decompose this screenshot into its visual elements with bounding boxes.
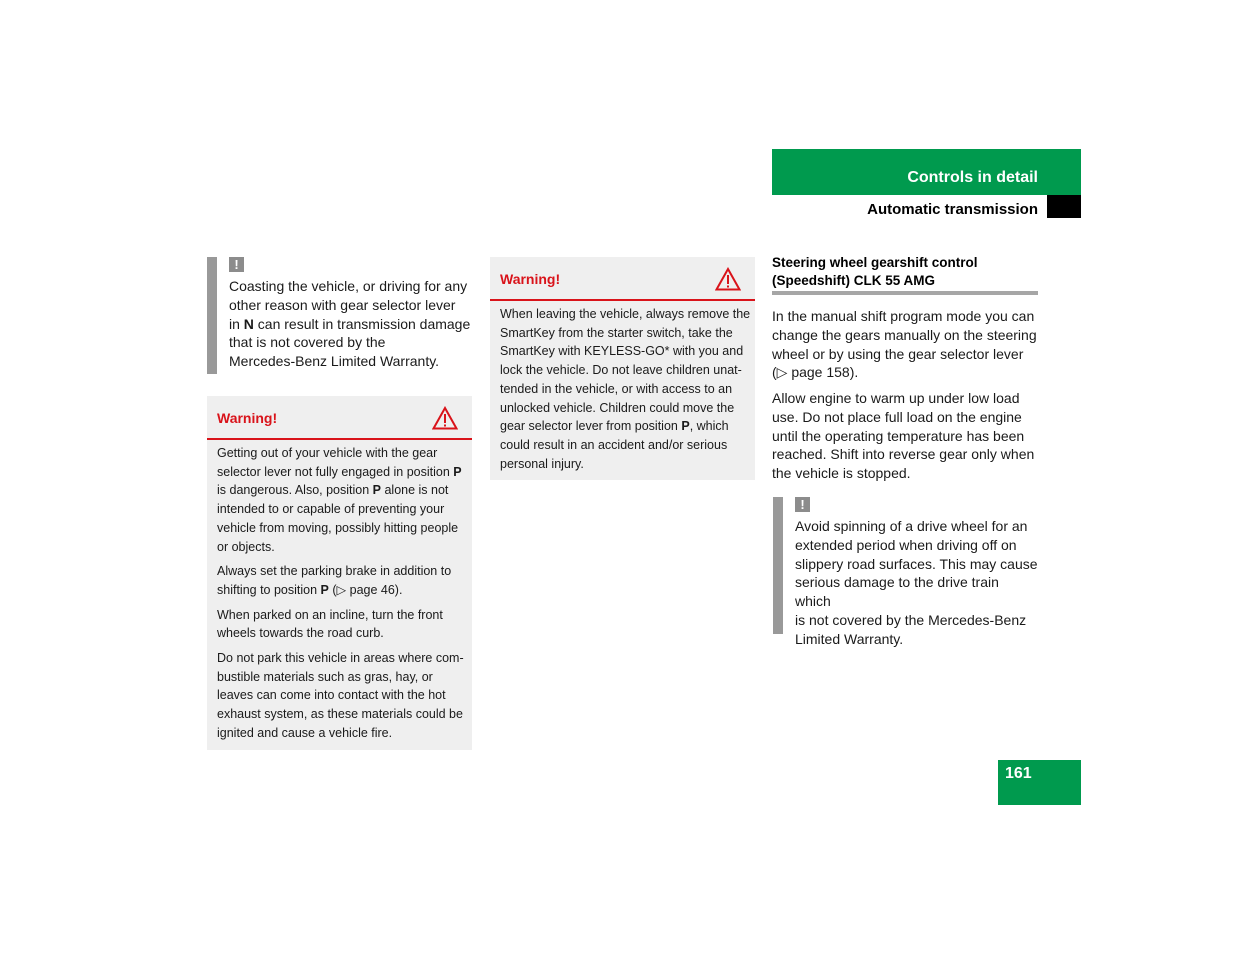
text-line: wheel or by using the gear selector lever <box>772 345 1024 362</box>
text-line: until the operating temperature has been <box>772 427 1025 444</box>
text-line: Avoid spinning of a drive wheel for an <box>795 518 1028 534</box>
chapter-title: Controls in detail <box>907 169 1038 186</box>
text-line: the vehicle is stopped. <box>772 465 911 482</box>
text-line: unlocked vehicle. Children could move the <box>500 400 735 415</box>
warning-label: Warning! <box>217 410 278 426</box>
text-line: personal injury. <box>500 456 584 471</box>
text-line: lock the vehicle. Do not leave children unat- <box>500 363 742 378</box>
col3-note <box>773 497 1038 647</box>
bold-term: P <box>681 419 690 434</box>
text-line: When leaving the vehicle, always remove the <box>500 307 751 321</box>
note-text <box>229 277 470 371</box>
warning-body <box>217 444 469 749</box>
text-line: Always set the parking brake in addition to <box>217 564 452 579</box>
section-title: Automatic transmission <box>867 201 1038 218</box>
note-text <box>795 517 1038 649</box>
warning-body <box>500 305 752 479</box>
text-line: SmartKey from the starter switch, take the <box>500 325 733 340</box>
warning-paragraph <box>217 562 469 599</box>
text-line: intended to or capable of preventing your <box>217 502 445 517</box>
text-line: Getting out of your vehicle with the gear <box>217 446 438 460</box>
warning-triangle-icon <box>715 267 741 291</box>
text-line: leaves can come into contact with the hot <box>217 688 446 703</box>
text-line: other reason with gear selector lever <box>229 296 456 313</box>
text-line: wheels towards the road curb. <box>217 626 384 641</box>
bold-term: N <box>243 315 254 332</box>
text-line: selector lever not fully engaged in position P <box>217 464 462 479</box>
note-bar <box>773 497 783 634</box>
text-line: tended in the vehicle, or with access to an <box>500 381 733 396</box>
text-line: extended period when driving off on <box>795 536 1017 553</box>
text-line: in N can result in transmission damage <box>229 315 471 332</box>
warning-paragraph <box>217 649 469 743</box>
col1-note <box>207 257 472 374</box>
text-line: shifting to position P (▷ page 46). <box>217 582 403 597</box>
section-header <box>772 195 1047 218</box>
warning-triangle-icon <box>432 406 458 430</box>
text-line: Steering wheel gearshift control <box>772 255 978 270</box>
text-line: slippery road surfaces. This may cause <box>795 555 1038 572</box>
warning-label: Warning! <box>500 271 561 287</box>
text-line: could result in an accident and/or serious <box>500 437 728 452</box>
warning-header <box>490 257 755 301</box>
text-line: Limited Warranty. <box>795 630 904 647</box>
text-line: bustible materials such as gras, hay, or <box>217 669 433 684</box>
body-paragraph <box>772 389 1042 483</box>
text-line: Do not park this vehicle in areas where com- <box>217 651 464 666</box>
page-number: 161 <box>1005 765 1032 782</box>
text-line: or objects. <box>217 539 275 554</box>
text-line: change the gears manually on the steering <box>772 326 1037 343</box>
text-line: Allow engine to warm up under low load <box>772 390 1020 406</box>
text-line: (Speedshift) CLK 55 AMG <box>772 273 936 288</box>
warning-header <box>207 396 472 440</box>
text-line: Mercedes-Benz Limited Warranty. <box>229 353 440 370</box>
exclamation-icon: ! <box>795 497 810 512</box>
exclamation-icon: ! <box>229 257 244 272</box>
text-line: is dangerous. Also, position P alone is not <box>217 483 449 498</box>
bold-term: P <box>453 464 462 479</box>
text-line: ignited and cause a vehicle fire. <box>217 725 393 740</box>
text-line: (▷ page 158). <box>772 364 859 381</box>
heading-rule <box>772 291 1038 295</box>
page-number-box <box>998 760 1081 805</box>
note-bar <box>207 257 217 374</box>
section-heading <box>772 254 1038 290</box>
text-line: SmartKey with KEYLESS-GO* with you and <box>500 344 744 359</box>
text-line: serious damage to the drive train which <box>795 574 999 610</box>
text-line: When parked on an incline, turn the front <box>217 607 443 622</box>
col2-warning <box>490 257 755 480</box>
warning-paragraph <box>217 444 469 556</box>
chapter-header <box>772 149 1081 195</box>
warning-paragraph <box>500 305 752 473</box>
text-line: exhaust system, as these materials could be <box>217 707 463 722</box>
text-line: reached. Shift into reverse gear only when <box>772 446 1035 463</box>
text-line: that is not covered by the <box>229 334 386 351</box>
text-line: use. Do not place full load on the engine <box>772 408 1022 425</box>
text-line: gear selector lever from position P, which <box>500 419 729 434</box>
text-line: In the manual shift program mode you can <box>772 308 1035 324</box>
text-line: vehicle from moving, possibly hitting people <box>217 520 459 535</box>
text-line: is not covered by the Mercedes-Benz <box>795 611 1027 628</box>
bold-term: P <box>372 483 381 498</box>
bold-term: P <box>320 582 329 597</box>
section-marker <box>1047 195 1081 218</box>
warning-paragraph <box>217 606 469 643</box>
col1-warning <box>207 396 472 750</box>
text-line: Coasting the vehicle, or driving for any <box>229 278 468 294</box>
body-paragraph <box>772 307 1042 382</box>
